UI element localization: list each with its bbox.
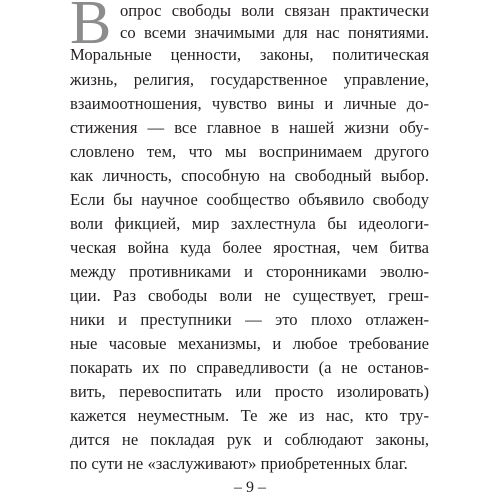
text-line: кажется неуместным. Те же из нас, кто тру-: [70, 406, 429, 425]
text-line: стижения — все главное в нашей жизни обу-: [70, 118, 429, 137]
text-line: ции. Раз свободы воли не существует, греш-: [70, 286, 429, 305]
text-line: ники и преступники — это плохо отлажен-: [70, 310, 429, 329]
text-line: вить, перевоспитать или просто изолировать): [70, 382, 429, 401]
text-line: ные часовые механизмы, и любое требование: [70, 334, 429, 353]
text-line: со всеми значимыми для нас понятиями.: [120, 23, 429, 42]
text-line: опрос свободы воли связан практически: [120, 1, 429, 20]
text-line: Если бы научное сообщество объявило свободу: [70, 190, 429, 209]
text-line: Моральные ценности, законы, политическая: [70, 45, 429, 64]
text-line: между противниками и сторонниками эволю-: [70, 262, 429, 281]
drop-cap-letter: В: [70, 0, 112, 57]
text-line: по сути не «заслуживают» приобретенных благ.: [70, 454, 408, 473]
text-line: покарать их по справедливости (а не останов-: [70, 358, 429, 377]
text-line: словлено тем, что мы воспринимаем другого: [70, 142, 429, 161]
text-line: как личность, способную на свободный выбор.: [70, 166, 429, 185]
text-line: взаимоотношения, чувство вины и личные до-: [70, 94, 429, 113]
page-number: – 9 –: [234, 479, 266, 496]
text-line: воли фикцией, мир захлестнула бы идеологи-: [70, 214, 429, 233]
text-line: дится не покладая рук и соблюдают законы,: [70, 430, 429, 449]
text-line: ческая война куда более яростная, чем битва: [70, 238, 429, 257]
text-line: жизнь, религия, государственное управление,: [70, 70, 429, 89]
